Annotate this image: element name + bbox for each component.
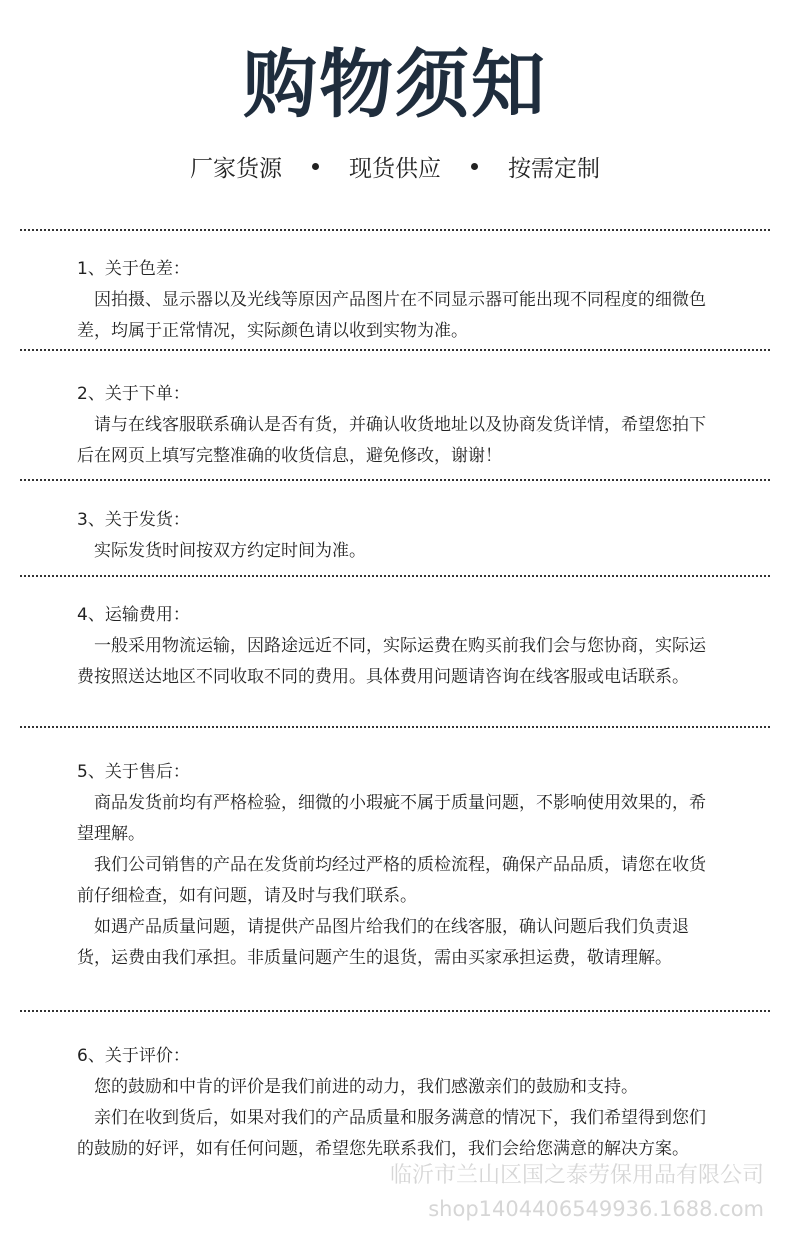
dotted-divider [20,479,770,481]
subtitle-item: 现货供应 [349,156,441,182]
bullet-dot-icon [471,163,478,170]
dotted-divider [20,726,770,728]
section-paragraph: 一般采用物流运输，因路途远近不同，实际运费在购买前我们会与您协商，实际运费按照送达地区不同收取不同的费用。具体费用问题请咨询在线客服或电话联系。 [77,636,706,687]
dotted-divider [20,229,770,231]
section-heading: 4、运输费用： [77,605,190,625]
dotted-divider [20,1010,770,1012]
section-heading: 6、关于评价： [77,1046,190,1066]
section-ordering [77,379,717,472]
watermark-url: shop1404406549936.1688.com [428,1197,764,1221]
dotted-divider [20,349,770,351]
subtitle-bar [0,150,790,183]
section-paragraph: 商品发货前均有严格检验，细微的小瑕疵不属于质量问题，不影响使用效果的，希望理解。 [77,793,706,844]
section-paragraph: 您的鼓励和中肯的评价是我们前进的动力，我们感激亲们的鼓励和支持。 [94,1077,638,1097]
section-freight [77,600,717,693]
section-paragraph: 如遇产品质量问题，请提供产品图片给我们的在线客服，确认问题后我们负责退货，运费由我们承担。非质量问题产生的退货，需由买家承担运费，敬请理解。 [77,917,689,968]
section-paragraph: 请与在线客服联系确认是否有货，并确认收货地址以及协商发货详情，希望您拍下后在网页上填写完整准确的收货信息，避免修改，谢谢！ [77,415,706,466]
section-paragraph: 实际发货时间按双方约定时间为准。 [94,541,366,561]
bullet-dot-icon [312,163,319,170]
watermark-company: 临沂市兰山区国之泰劳保用品有限公司 [389,1163,764,1188]
section-reviews [77,1041,717,1165]
section-heading: 2、关于下单： [77,384,190,404]
section-heading: 3、关于发货： [77,510,190,530]
subtitle-item: 按需定制 [508,156,600,182]
section-after-sales [77,757,717,974]
section-heading: 1、关于色差： [77,259,190,279]
dotted-divider [20,575,770,577]
section-paragraph: 亲们在收到货后，如果对我们的产品质量和服务满意的情况下，我们希望得到您们的鼓励的好评，如有任何问题，希望您先联系我们，我们会给您满意的解决方案。 [77,1108,706,1159]
section-heading: 5、关于售后： [77,762,190,782]
page-title: 购物须知 [243,42,547,128]
section-color-difference [77,254,717,347]
section-shipping [77,505,717,567]
section-paragraph: 因拍摄、显示器以及光线等原因产品图片在不同显示器可能出现不同程度的细微色差，均属于正常情况，实际颜色请以收到实物为准。 [77,290,706,341]
section-paragraph: 我们公司销售的产品在发货前均经过严格的质检流程，确保产品品质，请您在收货前仔细检查，如有问题，请及时与我们联系。 [77,855,706,906]
subtitle-item: 厂家货源 [190,156,282,182]
